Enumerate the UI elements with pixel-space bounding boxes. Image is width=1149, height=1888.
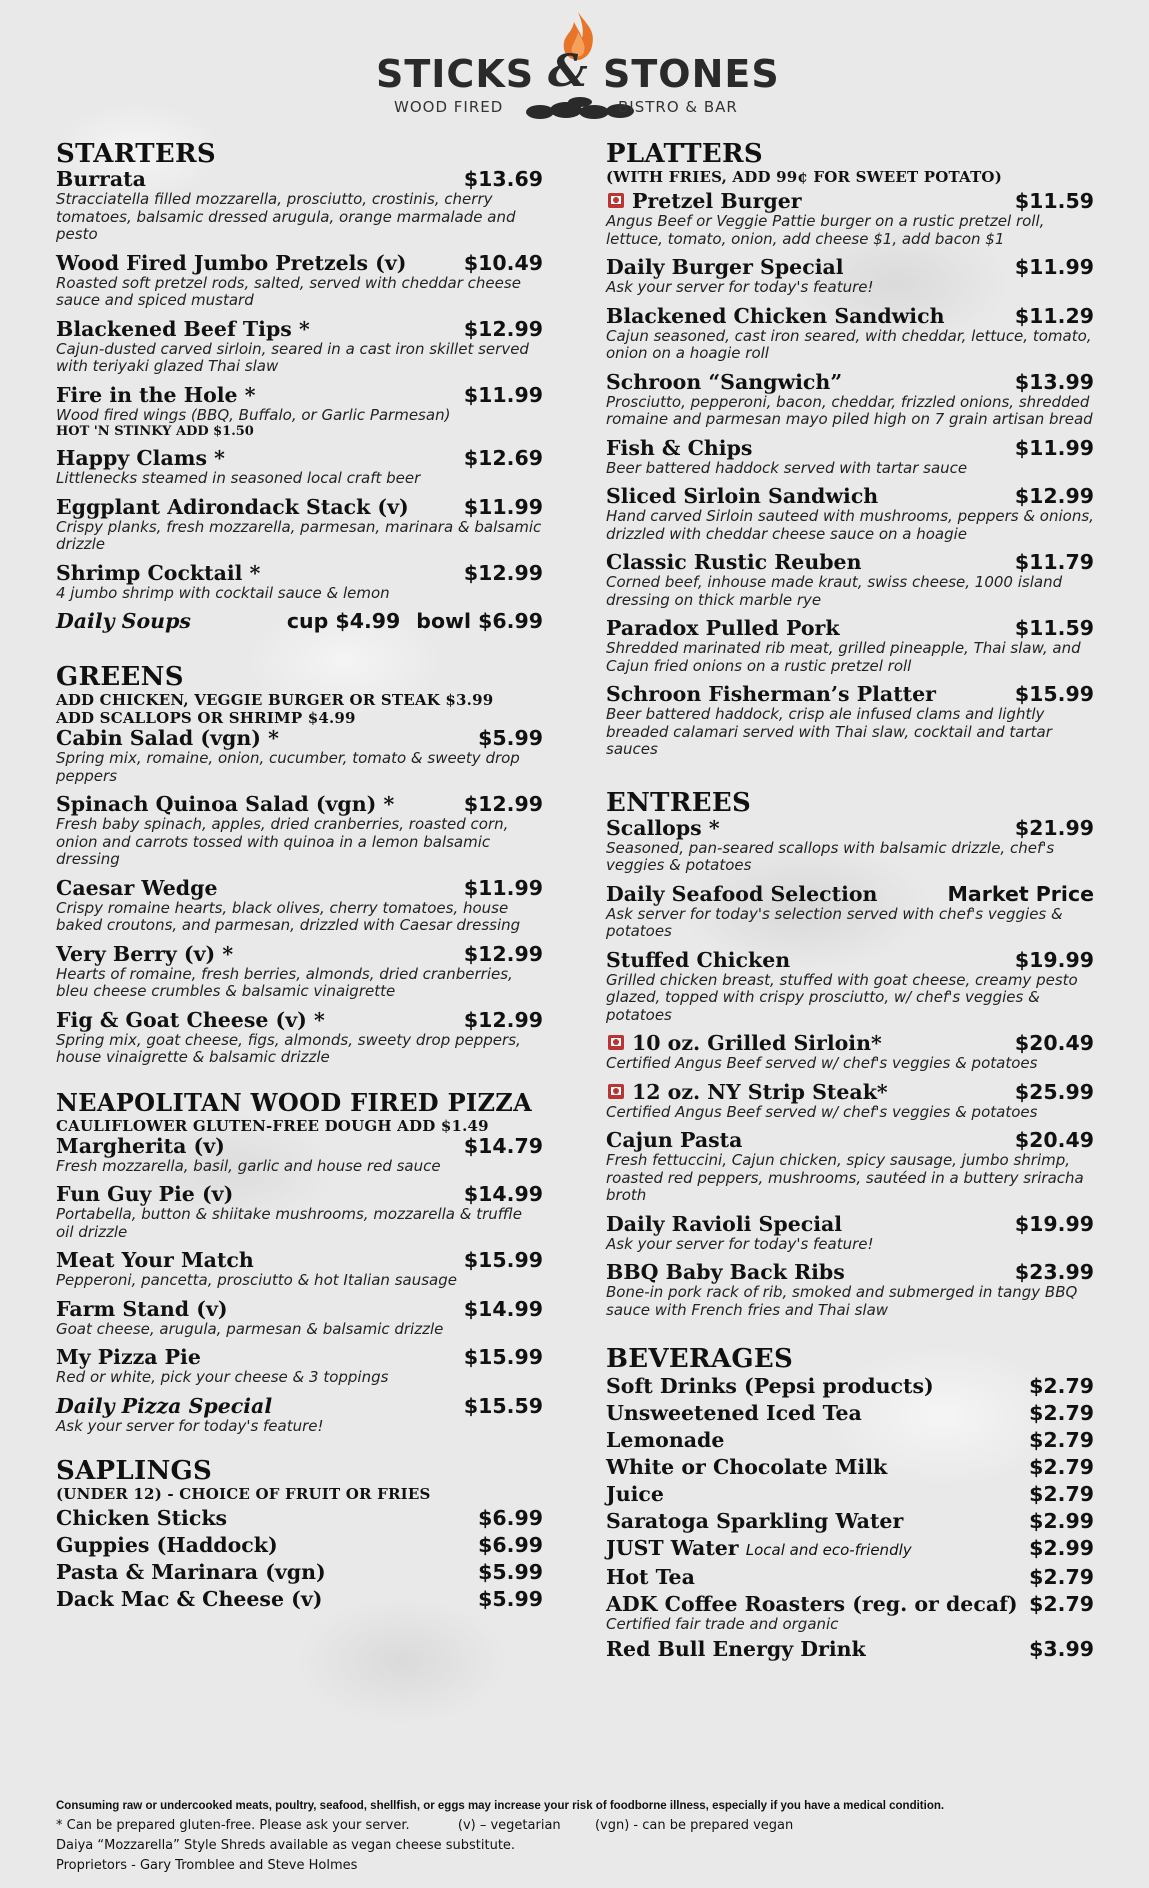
item-name: Juice [606, 1482, 664, 1506]
menu-item [606, 1261, 1094, 1319]
item-description: Spring mix, goat cheese, figs, almonds, sweety drop peppers, house vinaigrette & balsamic drizzle [56, 1030, 521, 1066]
item-price: $15.59 [463, 1393, 543, 1418]
item-name: Cajun Pasta [606, 1128, 743, 1152]
item-price: Market Price [947, 881, 1094, 906]
item-name: Daily Seafood Selection [606, 881, 878, 906]
item-name: Schroon Fisherman’s Platter [606, 682, 936, 706]
greens-note-1: ADD CHICKEN, VEGGIE BURGER OR STEAK $3.99 [56, 691, 494, 709]
left-column [56, 140, 543, 1615]
menu-item [606, 1456, 1094, 1479]
item-price: $6.99 [478, 1533, 543, 1557]
menu-item [606, 1510, 1094, 1533]
menu-item [56, 1346, 543, 1387]
pizza-note: CAULIFLOWER GLUTEN-FREE DOUGH ADD $1.49 [56, 1116, 489, 1135]
item-description: Ask your server for today's feature! [56, 1416, 324, 1435]
item-name: 10 oz. Grilled Sirloin* [632, 1031, 882, 1055]
menu-item [606, 1081, 1094, 1122]
item-price: $2.79 [1029, 1455, 1094, 1479]
item-name: Meat Your Match [56, 1248, 254, 1272]
item-description: Ask server for today's selection served with chef's veggies & potatoes [606, 904, 1063, 940]
menu-item [56, 1507, 543, 1530]
item-description: Goat cheese, arugula, parmesan & balsamic drizzle [56, 1319, 444, 1338]
item-name: Pasta & Marinara (vgn) [56, 1560, 326, 1584]
item-price: $11.59 [1014, 616, 1094, 640]
item-price: $15.99 [463, 1248, 543, 1272]
menu-item [56, 1588, 543, 1611]
item-name: Scallops * [606, 815, 720, 840]
item-name: Sliced Sirloin Sandwich [606, 484, 879, 508]
cowboy-icon [606, 190, 626, 210]
item-name: Paradox Pulled Pork [606, 616, 840, 640]
logo-sticks: STICKS [376, 52, 535, 96]
item-description: Fresh baby spinach, apples, dried cranberries, roasted corn, onion and carrots tossed with quinoa in a lemon balsamic dressing [56, 815, 509, 868]
item-price: $14.99 [463, 1182, 543, 1206]
item-description: Fresh fettuccini, Cajun chicken, spicy sausage, jumbo shrimp, roasted red peppers, mushrooms, sautéed in a buttery sriracha broth [606, 1151, 1084, 1204]
item-price: $12.99 [1014, 484, 1094, 508]
item-price: $11.99 [1014, 255, 1094, 279]
foodborne-warning: Consuming raw or undercooked meats, poultry, seafood, shellfish, or eggs may increase your risk of foodborne illness, especially if you have a medical condition. [56, 1800, 945, 1812]
item-description: Beer battered haddock, crisp ale infused clams and lightly breaded calamari served with Thai slaw, cocktail and tartar sauces [606, 705, 1052, 758]
gluten-free-note: * Can be prepared gluten-free. Please ask your server. [56, 1818, 410, 1833]
item-price: $14.79 [463, 1133, 543, 1158]
menu-item [56, 1298, 543, 1339]
item-addon-note: HOT 'N STINKY ADD $1.50 [56, 424, 254, 439]
item-name: Fun Guy Pie (v) [56, 1182, 234, 1206]
menu-item [606, 1638, 1094, 1661]
item-description: 4 jumbo shrimp with cocktail sauce & lemon [56, 583, 390, 602]
item-description: Bone-in pork rack of rib, smoked and submerged in tangy BBQ sauce with French fries and Thai slaw [606, 1283, 1078, 1319]
item-price: $3.99 [1029, 1636, 1094, 1661]
saplings-title: SAPLINGS [56, 1456, 213, 1486]
item-name: Burrata [56, 167, 146, 191]
menu-item [606, 949, 1094, 1025]
item-name: Shrimp Cocktail * [56, 560, 261, 585]
menu-item [606, 1593, 1094, 1634]
item-price: $2.79 [1029, 1565, 1094, 1589]
pizza-list [56, 1135, 543, 1436]
menu-item [606, 1566, 1094, 1589]
item-price: $2.99 [1029, 1509, 1094, 1533]
beverages-title: BEVERAGES [606, 1344, 794, 1374]
footer [56, 1796, 1096, 1876]
item-price: $15.99 [1014, 682, 1094, 706]
item-name: My Pizza Pie [56, 1345, 201, 1369]
cowboy-icon [606, 1081, 626, 1101]
menu-item [56, 252, 543, 310]
menu-item [606, 485, 1094, 543]
menu-item [606, 1375, 1094, 1398]
item-price: $2.79 [1029, 1482, 1094, 1506]
item-name: Fig & Goat Cheese (v) * [56, 1007, 325, 1032]
menu-item [606, 1483, 1094, 1506]
item-name: Eggplant Adirondack Stack (v) [56, 494, 409, 519]
item-price: $2.99 [1029, 1536, 1094, 1560]
menu-item [56, 447, 543, 488]
platters-note: (WITH FRIES, ADD 99¢ FOR SWEET POTATO) [606, 168, 1002, 186]
item-description: Roasted soft pretzel rods, salted, served with cheddar cheese sauce and spiced mustard [56, 273, 521, 309]
item-price: $2.79 [1029, 1592, 1094, 1616]
item-description: Portabella, button & shiitake mushrooms, mozzarella & truffle oil drizzle [56, 1205, 522, 1241]
greens-title: GREENS [56, 662, 184, 692]
item-name: Lemonade [606, 1428, 725, 1452]
item-price: $20.49 [1014, 1031, 1094, 1055]
item-name: Soft Drinks (Pepsi products) [606, 1374, 934, 1398]
item-name: Wood Fired Jumbo Pretzels (v) [56, 250, 407, 275]
item-price: $11.59 [1014, 189, 1094, 213]
item-name: Pretzel Burger [632, 189, 802, 213]
item-price: $23.99 [1014, 1260, 1094, 1284]
menu-item [606, 437, 1094, 478]
item-name: Guppies (Haddock) [56, 1533, 278, 1557]
item-name: BBQ Baby Back Ribs [606, 1260, 845, 1284]
item-price: $12.99 [463, 792, 543, 816]
item-name: White or Chocolate Milk [606, 1455, 888, 1479]
item-price: $20.49 [1014, 1128, 1094, 1152]
item-description: Cajun-dusted carved sirloin, seared in a cast iron skillet served with teriyaki glazed Thai slaw [56, 339, 529, 375]
item-description: Corned beef, inhouse made kraut, swiss cheese, 1000 island dressing on thick marble rye [606, 573, 1063, 609]
item-name: Classic Rustic Reuben [606, 550, 862, 574]
item-name: Cabin Salad (vgn) * [56, 726, 279, 750]
menu-item [56, 384, 543, 440]
item-name: Spinach Quinoa Salad (vgn) * [56, 792, 395, 816]
menu-item [606, 817, 1094, 875]
starters-list [56, 168, 543, 633]
item-price: $19.99 [1014, 947, 1094, 972]
item-description: Certified fair trade and organic [606, 1615, 839, 1633]
item-price: $19.99 [1014, 1211, 1094, 1236]
item-name: Daily Soups [56, 609, 191, 633]
item-description: Grilled chicken breast, stuffed with goat cheese, creamy pesto glazed, topped with crispy prosciutto, w/ chef's veggies & potatoes [606, 970, 1078, 1024]
item-description: Pepperoni, pancetta, prosciutto & hot Italian sausage [56, 1271, 457, 1289]
item-description: Ask your server for today's feature! [606, 1234, 874, 1253]
item-price: $12.69 [463, 446, 543, 470]
item-description: Wood fired wings (BBQ, Buffalo, or Garlic Parmesan) [56, 405, 451, 424]
item-name: Red Bull Energy Drink [606, 1636, 866, 1661]
item-price: $13.69 [463, 167, 543, 191]
item-name: Chicken Sticks [56, 1506, 228, 1530]
platters-title: PLATTERS [606, 139, 763, 169]
item-name: 12 oz. NY Strip Steak* [632, 1079, 888, 1104]
logo-stones: STONES [603, 52, 780, 96]
legend-line [56, 1816, 1096, 1836]
menu-item [56, 1249, 543, 1290]
menu-item [606, 683, 1094, 759]
item-price: $2.79 [1029, 1374, 1094, 1398]
item-name: Daily Burger Special [606, 255, 844, 279]
saplings-note: (UNDER 12) - CHOICE OF FRUIT OR FRIES [56, 1485, 431, 1503]
item-description: Littlenecks steamed in seasoned local craft beer [56, 469, 421, 487]
menu-item [606, 1129, 1094, 1205]
logo-subtitle-left: WOOD FIRED [394, 98, 504, 116]
menu-item [56, 793, 543, 869]
item-name: Caesar Wedge [56, 875, 218, 900]
item-price: $14.99 [463, 1296, 543, 1321]
item-price: $13.99 [1014, 369, 1094, 394]
item-name: Daily Pizza Special [56, 1393, 273, 1418]
menu-item [606, 256, 1094, 297]
item-name: Fire in the Hole * [56, 382, 256, 407]
menu-item [56, 727, 543, 785]
item-name: Hot Tea [606, 1565, 695, 1589]
item-price: $11.99 [463, 382, 543, 407]
item-price: $11.29 [1014, 303, 1094, 328]
item-price: $5.99 [478, 1587, 543, 1611]
menu-item [56, 1183, 543, 1241]
item-inline-description: Local and eco-friendly [745, 1541, 912, 1559]
menu-item [56, 1009, 543, 1067]
item-name: Blackened Chicken Sandwich [606, 303, 945, 328]
item-description: Shredded marinated rib meat, grilled pineapple, Thai slaw, and Cajun fried onions on a rustic pretzel roll [606, 639, 1081, 675]
menu-item [56, 496, 543, 554]
menu-item [606, 190, 1094, 248]
item-name: Daily Ravioli Special [606, 1211, 843, 1236]
menu-item [56, 1135, 543, 1176]
beverages-list [606, 1375, 1094, 1661]
item-price: $15.99 [463, 1345, 543, 1369]
menu-item [606, 1213, 1094, 1254]
item-price: $12.99 [463, 1007, 543, 1032]
item-name: Unsweetened Iced Tea [606, 1401, 862, 1425]
platters-list [606, 190, 1094, 759]
item-description: Ask your server for today's feature! [606, 278, 874, 296]
menu-item [606, 305, 1094, 363]
entrees-title: ENTREES [606, 787, 752, 818]
menu-item [56, 877, 543, 935]
menu-item [56, 168, 543, 244]
item-price: $12.99 [463, 941, 543, 966]
item-price: $5.99 [478, 1560, 543, 1584]
item-description: Crispy romaine hearts, black olives, cherry tomatoes, house baked croutons, and parmesan, drizzled with Caesar dressing [56, 898, 521, 934]
greens-list [56, 727, 543, 1067]
item-name: ADK Coffee Roasters (reg. or decaf) [606, 1592, 1018, 1616]
logo [370, 10, 790, 120]
proprietors-note: Proprietors - Gary Tromblee and Steve Holmes [56, 1858, 358, 1873]
item-name: Happy Clams * [56, 446, 225, 470]
item-name: Blackened Beef Tips * [56, 316, 310, 341]
item-name: Stuffed Chicken [606, 947, 791, 972]
vegan-note: (vgn) - can be prepared vegan [594, 1818, 794, 1833]
item-description: Angus Beef or Veggie Pattie burger on a rustic pretzel roll, lettuce, tomato, onion, add cheese $1, add bacon $1 [606, 212, 1045, 248]
item-price: $11.99 [1014, 435, 1094, 460]
menu-item [56, 1395, 543, 1436]
item-description: Hearts of romaine, fresh berries, almonds, dried cranberries, bleu cheese crumbles & balsamic vinaigrette [56, 964, 513, 1000]
daily-soups [56, 610, 543, 633]
pizza-title: NEAPOLITAN WOOD FIRED PIZZA [56, 1087, 533, 1117]
menu-item [56, 1534, 543, 1557]
greens-note-2: ADD SCALLOPS OR SHRIMP $4.99 [56, 709, 356, 727]
item-description: Seasoned, pan-seared scallops with balsamic drizzle, chef's veggies & potatoes [606, 838, 1055, 874]
item-description: Cajun seasoned, cast iron seared, with cheddar, lettuce, tomato, onion on a hoagie roll [606, 326, 1092, 362]
menu-item [56, 318, 543, 376]
item-price: $2.79 [1029, 1401, 1094, 1425]
item-name: Very Berry (v) * [56, 941, 234, 966]
menu-item [56, 562, 543, 603]
item-name: Schroon “Sangwich” [606, 369, 843, 394]
right-column [606, 140, 1094, 1665]
item-name: Dack Mac & Cheese (v) [56, 1587, 323, 1611]
item-description: Prosciutto, pepperoni, bacon, cheddar, frizzled onions, shredded romaine and parmesan mayo piled high on 7 grain artisan bread [606, 392, 1093, 428]
menu-item [606, 1032, 1094, 1073]
vegetarian-note: (v) – vegetarian [457, 1818, 561, 1833]
item-price: $25.99 [1014, 1079, 1094, 1104]
saplings-list [56, 1507, 543, 1611]
item-price: $11.99 [463, 494, 543, 519]
bowl-price: bowl $6.99 [416, 609, 543, 633]
item-price: $12.99 [463, 316, 543, 341]
item-description: Stracciatella filled mozzarella, prosciutto, crostinis, cherry tomatoes, balsamic dressed arugula, orange marmalade and pesto [56, 190, 516, 243]
cup-price: cup $4.99 [286, 609, 401, 633]
item-description: Red or white, pick your cheese & 3 toppings [56, 1368, 389, 1386]
item-price: $12.99 [463, 560, 543, 585]
menu-item [606, 1537, 1094, 1562]
item-description: Crispy planks, fresh mozzarella, parmesan, marinara & balsamic drizzle [56, 517, 542, 553]
item-price: $11.79 [1014, 550, 1094, 574]
item-price: $2.79 [1029, 1428, 1094, 1452]
item-price: $11.99 [463, 875, 543, 900]
item-name: Farm Stand (v) [56, 1296, 228, 1321]
menu-item [56, 943, 543, 1001]
logo-subtitle-right: BISTRO & BAR [618, 98, 738, 116]
item-price: $6.99 [478, 1506, 543, 1530]
item-description: Beer battered haddock served with tartar sauce [606, 458, 968, 477]
menu-item [606, 617, 1094, 675]
item-price: $10.49 [463, 250, 543, 275]
menu-item [606, 371, 1094, 429]
logo-ampersand: & [548, 46, 589, 97]
item-name: Margherita (v) [56, 1133, 225, 1158]
item-name: JUST Water [606, 1536, 739, 1560]
menu-item [606, 551, 1094, 609]
item-price: $21.99 [1014, 815, 1094, 840]
daiya-note: Daiya “Mozzarella” Style Shreds available as vegan cheese substitute. [56, 1838, 516, 1853]
item-description: Spring mix, romaine, onion, cucumber, tomato & sweety drop peppers [56, 749, 520, 785]
item-description: Fresh mozzarella, basil, garlic and house red sauce [56, 1156, 441, 1175]
menu-item [606, 1429, 1094, 1452]
starters-title: STARTERS [56, 139, 216, 169]
menu-item [606, 1402, 1094, 1425]
item-price: $5.99 [478, 726, 543, 750]
cowboy-icon [606, 1032, 626, 1052]
item-description: Hand carved Sirloin sauteed with mushrooms, peppers & onions, drizzled with cheddar cheese sauce on a hoagie [606, 507, 1094, 543]
entrees-list [606, 817, 1094, 1320]
item-description: Certified Angus Beef served w/ chef's veggies & potatoes [606, 1054, 1038, 1072]
item-name: Fish & Chips [606, 435, 753, 460]
menu-item [56, 1561, 543, 1584]
item-description: Certified Angus Beef served w/ chef's veggies & potatoes [606, 1102, 1038, 1121]
menu-item [606, 883, 1094, 941]
item-name: Saratoga Sparkling Water [606, 1509, 904, 1533]
